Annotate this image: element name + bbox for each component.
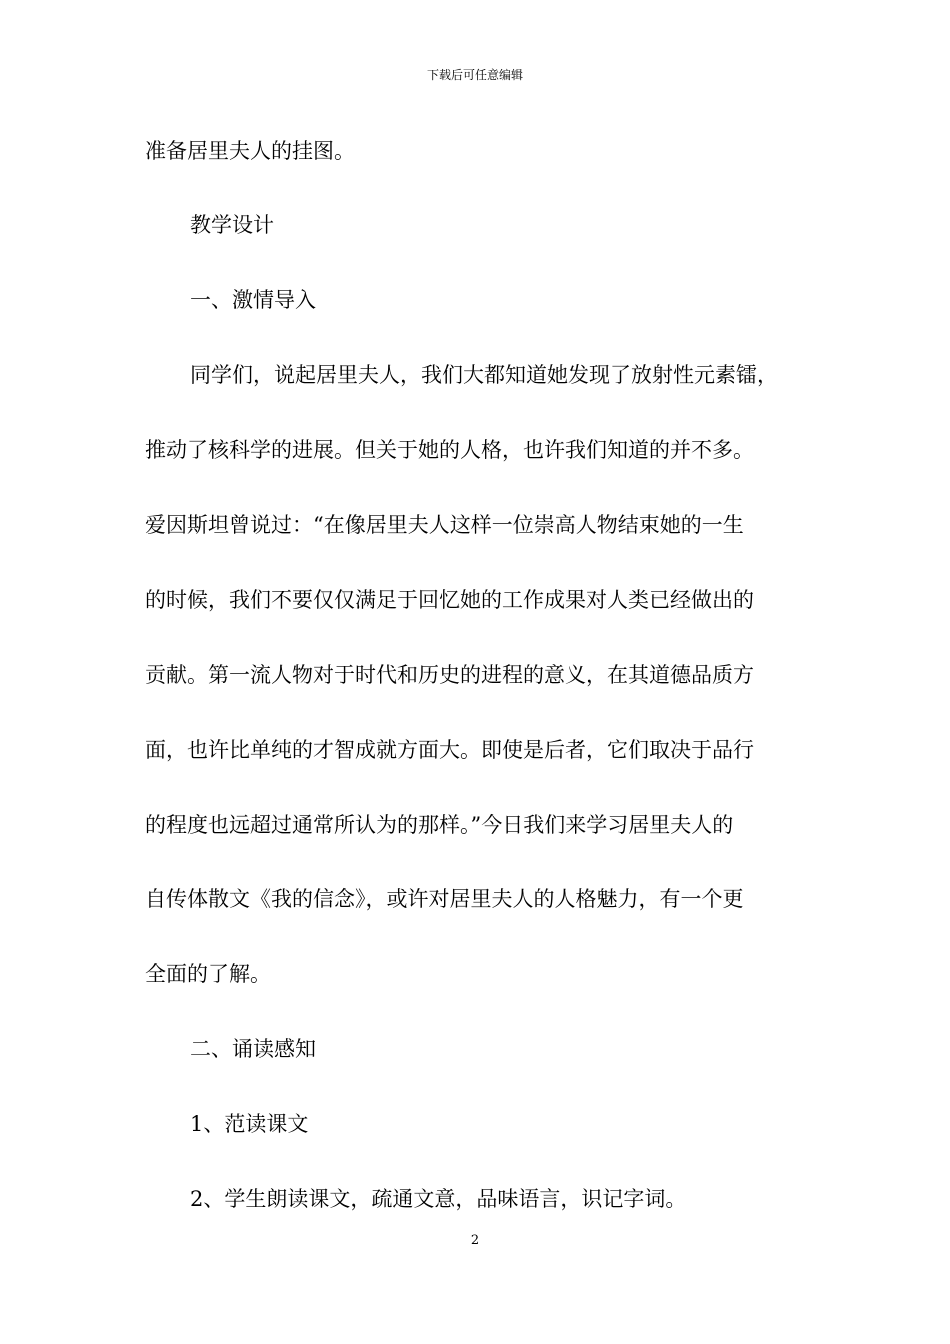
paragraph-line: 自传体散文《我的信念》，或许对居里夫人的人格魅力，有一个更 <box>145 887 744 911</box>
page-header: 下载后可任意编辑 <box>426 68 523 82</box>
paragraph-line: 爱因斯坦曾说过：“在像居里夫人这样一位崇高人物结束她的一生 <box>145 513 744 537</box>
paragraph-line: 的程度也远超过通常所认为的那样。”今日我们来学习居里夫人的 <box>145 813 734 837</box>
section-heading: 一、激情导入 <box>190 288 316 312</box>
paragraph-line: 面，也许比单纯的才智成就方面大。即使是后者，它们取决于品行 <box>145 738 754 762</box>
section-heading: 二、诵读感知 <box>190 1037 316 1061</box>
text-line: 准备居里夫人的挂图。 <box>145 139 355 163</box>
paragraph-line: 同学们，说起居里夫人，我们大都知道她发现了放射性元素镭， <box>190 363 778 387</box>
page-number: 2 <box>470 1233 480 1248</box>
section-heading: 教学设计 <box>190 213 274 237</box>
paragraph-line: 推动了核科学的进展。但关于她的人格，也许我们知道的并不多。 <box>145 438 754 462</box>
list-item: 2、学生朗读课文，疏通文意，品味语言，识记字词。 <box>190 1187 687 1211</box>
list-item: 1、范读课文 <box>190 1112 309 1136</box>
paragraph-line: 全面的了解。 <box>145 962 271 986</box>
paragraph-line: 的时候，我们不要仅仅满足于回忆她的工作成果对人类已经做出的 <box>145 588 754 612</box>
paragraph-line: 贡献。第一流人物对于时代和历史的进程的意义，在其道德品质方 <box>145 663 754 687</box>
